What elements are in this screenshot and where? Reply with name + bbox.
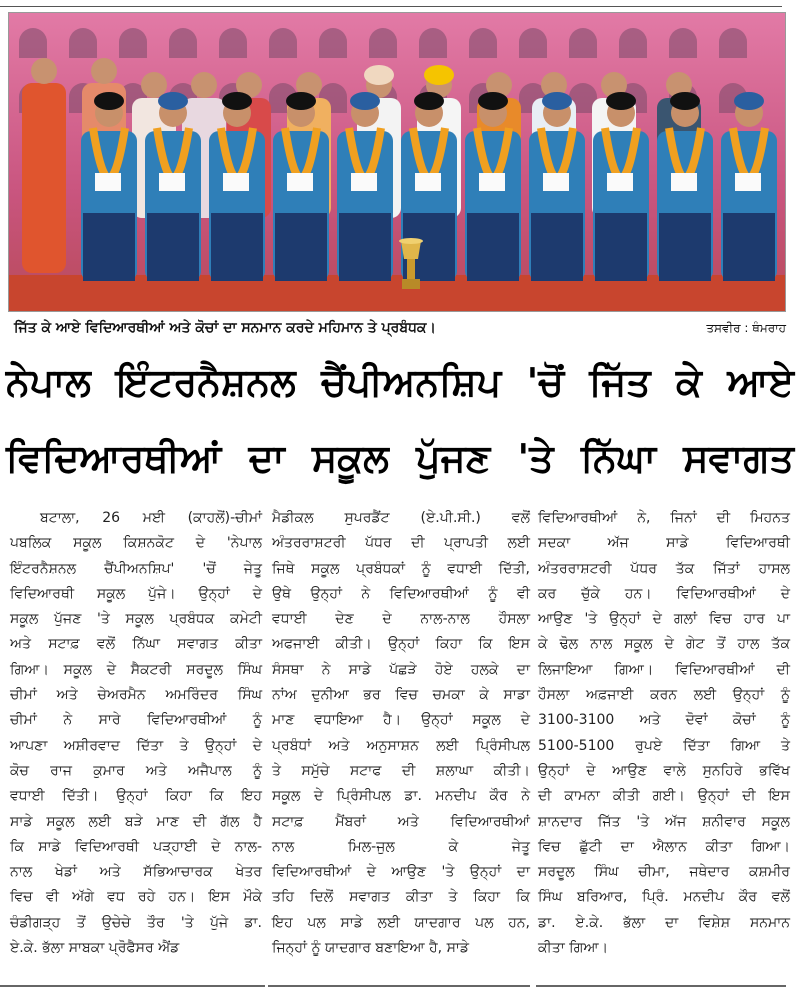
article-line: ਵਿਦਿਆਰਥੀਆਂ ਨੇ, ਜਿਨਾਂ ਦੀ ਮਿਹਨਤ [538, 510, 790, 526]
student-pants [211, 213, 263, 281]
article-line: ਲਿਜਾਇਆ ਗਿਆ। ਵਿਦਿਆਰਥੀਆਂ ਦੀ [538, 661, 790, 678]
bottom-rule [0, 985, 265, 987]
patka [414, 92, 444, 110]
article-line: ਨਾਂਅ ਦੁਨੀਆ ਭਰ ਵਿਚ ਚਮਕਾ ਕੇ ਸਾਡਾ [272, 687, 530, 704]
article-line: ਚੀਮਾਂ ਨੇ ਸਾਰੇ ਵਿਦਿਆਰਥੀਆਂ ਨੂੰ [10, 712, 262, 729]
patka [670, 92, 700, 110]
patka [94, 92, 124, 110]
arch [569, 28, 597, 58]
article-line: 5100-5100 ਰੁਪਏ ਦਿੱਤਾ ਗਿਆ ਤੇ [538, 737, 790, 754]
article-line: ਵਿਚ ਛੁੱਟੀ ਦਾ ਐਲਾਨ ਕੀਤਾ ਗਿਆ। [538, 838, 790, 855]
patka [734, 92, 764, 110]
student-pants [723, 213, 775, 281]
article-line: ਵਿਦਿਆਰਥੀਆਂ ਦੇ ਆਉਣ 'ਤੇ ਉਨ੍ਹਾਂ ਦਾ [272, 864, 530, 881]
article-line: ਜਿਥੇ ਸਕੂਲ ਪ੍ਰਬੰਧਕਾਂ ਨੂੰ ਵਧਾਈ ਦਿੱਤੀ, [272, 560, 530, 577]
envelope [671, 173, 697, 191]
article-line: ਆਪਣਾ ਅਸ਼ੀਰਵਾਦ ਦਿੱਤਾ ਤੇ ਉਨ੍ਹਾਂ ਦੇ [10, 737, 262, 754]
guest-figure [22, 58, 66, 273]
guest-body [22, 83, 66, 273]
news-photo [8, 12, 786, 312]
photo-credit: ਤਸਵੀਰ : ਥੰਮਰਾਹ [706, 321, 786, 335]
envelope [95, 173, 121, 191]
guest-head [91, 58, 117, 84]
arch [619, 28, 647, 58]
article-line: ਗਿਆ। ਸਕੂਲ ਦੇ ਸੈਕਟਰੀ ਸਰਦੂਲ ਸਿੰਘ [10, 661, 262, 678]
article-line: ਤੇ ਸਮੁੱਚੇ ਸਟਾਫ ਦੀ ਸ਼ਲਾਘਾ ਕੀਤੀ। [272, 762, 530, 779]
article-line: ਕੋਚ ਰਾਜ ਕੁਮਾਰ ਅਤੇ ਅਜੈਪਾਲ ਨੂੰ [10, 762, 262, 779]
article-line: ਡਾ. ਏ.ਕੇ. ਭੱਲਾ ਦਾ ਵਿਸ਼ੇਸ਼ ਸਨਮਾਨ [538, 914, 790, 931]
envelope [479, 173, 505, 191]
top-rule [0, 6, 782, 7]
patka [478, 92, 508, 110]
envelope [351, 173, 377, 191]
article-line: ਚੀਮਾਂ ਅਤੇ ਚੇਅਰਮੈਨ ਅਮਰਿੰਦਰ ਸਿੰਘ [10, 687, 262, 704]
turban [364, 65, 394, 85]
patka [286, 92, 316, 110]
envelope [223, 173, 249, 191]
student-pants [467, 213, 519, 281]
article-line: ਇੰਟਰਨੈਸ਼ਨਲ ਚੈਂਪੀਅਨਸ਼ਿਪ' 'ਚੋਂ ਜੇਤੂ [10, 560, 262, 577]
article-line: ਸ਼ਾਨਦਾਰ ਜਿੱਤ 'ਤੇ ਅੱਜ ਸ਼ਨੀਵਾਰ ਸਕੂਲ [538, 813, 790, 830]
caption-text: ਜਿੱਤ ਕੇ ਆਏ ਵਿਦਿਆਰਥੀਆਂ ਅਤੇ ਕੋਚਾਂ ਦਾ ਸਨਮਾਨ ਕਰਦੇ ਮਹਿਮਾਨ ਤੇ ਪ੍ਰਬੰਧਕ। [14, 320, 436, 336]
article-line: ਨਾਲ ਖੇਡਾਂ ਅਤੇ ਸੱਭਿਆਚਾਰਕ ਖੇਤਰ [10, 864, 262, 881]
article-line: ਵਧਾਈ ਦੇਣ ਦੇ ਨਾਲ-ਨਾਲ ਹੌਸਲਾ [272, 611, 530, 628]
patka [542, 92, 572, 110]
patka [350, 92, 380, 110]
article-line: ਸਾਡੇ ਸਕੂਲ ਲਈ ਬੜੇ ਮਾਣ ਦੀ ਗੱਲ ਹੈ [10, 813, 262, 830]
article-line: ਆਉਣ 'ਤੇ ਉਨ੍ਹਾਂ ਦੇ ਗਲਾਂ ਵਿਚ ਹਾਰ ਪਾ [538, 611, 790, 628]
article-column-3 [538, 506, 790, 961]
article-line: ਅੰਤਰਰਾਸ਼ਟਰੀ ਪੱਧਰ ਦੀ ਪ੍ਰਾਪਤੀ ਲਈ [272, 535, 530, 552]
article-column-1 [10, 506, 262, 961]
article-line: ਸਿੰਘ ਬਰਿਆਰ, ਪ੍ਰਿੰ. ਮਨਦੀਪ ਕੌਰ ਵਲੋਂ [538, 889, 790, 906]
envelope [543, 173, 569, 191]
student-pants [659, 213, 711, 281]
envelope [287, 173, 313, 191]
arch [669, 28, 697, 58]
article-line: ਸਰਦੂਲ ਸਿੰਘ ਚੀਮਾ, ਜਥੇਦਾਰ ਕਸ਼ਮੀਰ [538, 864, 790, 881]
article-line: ਮਾਣ ਵਧਾਇਆ ਹੈ। ਉਨ੍ਹਾਂ ਸਕੂਲ ਦੇ [272, 712, 530, 729]
guest-head [191, 72, 217, 98]
arch [219, 28, 247, 58]
article-line: ਵਧਾਈ ਦਿੱਤੀ। ਉਨ੍ਹਾਂ ਕਿਹਾ ਕਿ ਇਹ [10, 788, 262, 805]
photo-caption [14, 316, 786, 340]
article-line: ਵਿਚ ਵੀ ਅੱਗੇ ਵਧ ਰਹੇ ਹਨ। ਇਸ ਮੌਕੇ [10, 889, 262, 906]
envelope [159, 173, 185, 191]
bottom-rule [536, 985, 786, 987]
arch [519, 28, 547, 58]
article-line: ਅੰਤਰਰਾਸ਼ਟਰੀ ਪੱਧਰ ਤੱਕ ਜਿੱਤਾਂ ਹਾਸਲ [538, 560, 790, 577]
envelope [735, 173, 761, 191]
article-line: ਉਥੇ ਉਨ੍ਹਾਂ ਨੇ ਵਿਦਿਆਰਥੀਆਂ ਨੂੰ ਵੀ [272, 585, 530, 602]
article-line: ਸੰਸਥਾ ਨੇ ਸਾਡੇ ਪੱਛੜੇ ਹੋਏ ਹਲਕੇ ਦਾ [272, 661, 530, 678]
article-line: ਕਰ ਚੁੱਕੇ ਹਨ। ਵਿਦਿਆਰਥੀਆਂ ਦੇ [538, 585, 790, 602]
article-line: ਤਹਿ ਦਿਲੋਂ ਸਵਾਗਤ ਕੀਤਾ ਤੇ ਕਿਹਾ ਕਿ [272, 889, 530, 906]
arch [719, 28, 747, 58]
article-line: ਪ੍ਰਬੰਧਾਂ ਅਤੇ ਅਨੁਸਾਸ਼ਨ ਲਈ ਪ੍ਰਿੰਸੀਪਲ [272, 737, 530, 754]
envelope [415, 173, 441, 191]
patka [158, 92, 188, 110]
envelope [607, 173, 633, 191]
headline-line-2: ਵਿਦਿਆਰਥੀਆਂ ਦਾ ਸਕੂਲ ਪੁੱਜਣ 'ਤੇ ਨਿੱਘਾ ਸਵਾਗਤ [6, 436, 794, 480]
article-line: 3100-3100 ਅਤੇ ਦੋਵਾਂ ਕੋਚਾਂ ਨੂੰ [538, 712, 790, 729]
student-pants [531, 213, 583, 281]
article-column-2 [272, 506, 530, 961]
arch [69, 28, 97, 58]
student-pants [595, 213, 647, 281]
headline [6, 344, 794, 496]
article-line: ਮੈਡੀਕਲ ਸੁਪਰਡੈਂਟ (ਏ.ਪੀ.ਸੀ.) ਵਲੋਂ [272, 510, 530, 526]
student-pants [339, 213, 391, 281]
article-line: ਵਿਦਿਆਰਥੀ ਸਕੂਲ ਪੁੱਜੇ। ਉਨ੍ਹਾਂ ਦੇ [10, 585, 262, 602]
article-line: ਏ.ਕੇ. ਭੱਲਾ ਸਾਬਕਾ ਪ੍ਰੋਫੈਸਰ ਐਂਡ [10, 940, 180, 957]
student-pants [83, 213, 135, 281]
group-photo-illustration [9, 13, 785, 311]
student-pants [275, 213, 327, 281]
article-line: ਅਫਜਾਈ ਕੀਤੀ। ਉਨ੍ਹਾਂ ਕਿਹਾ ਕਿ ਇਸ [272, 636, 530, 653]
article-line: ਸਕੂਲ ਪੁੱਜਣ 'ਤੇ ਸਕੂਲ ਪ੍ਰਬੰਧਕ ਕਮੇਟੀ [10, 611, 262, 628]
article-line: ਚੰਡੀਗੜ੍ਹ ਤੋਂ ਉਚੇਚੇ ਤੌਰ 'ਤੇ ਪੁੱਜੇ ਡਾ. [10, 914, 262, 931]
arch [369, 28, 397, 58]
arch [419, 28, 447, 58]
article-line: ਸਕੂਲ ਦੇ ਪ੍ਰਿੰਸੀਪਲ ਡਾ. ਮਨਦੀਪ ਕੌਰ ਨੇ [272, 788, 530, 805]
article-line: ਅਤੇ ਸਟਾਫ਼ ਵਲੋਂ ਨਿੱਘਾ ਸਵਾਗਤ ਕੀਤਾ [10, 636, 262, 653]
guest-head [141, 72, 167, 98]
article-line: ਕੀਤਾ ਗਿਆ। [538, 940, 609, 957]
patka [222, 92, 252, 110]
headline-line-1: ਨੇਪਾਲ ਇੰਟਰਨੈਸ਼ਨਲ ਚੈਂਪੀਅਨਸ਼ਿਪ 'ਚੋਂ ਜਿੱਤ ਕੇ ਆਏ [6, 360, 794, 404]
article-line: ਕੇ ਢੋਲ ਨਾਲ ਸਕੂਲ ਦੇ ਗੇਟ ਤੋਂ ਹਾਲ ਤੱਕ [538, 636, 790, 653]
arch [469, 28, 497, 58]
article-body [0, 506, 800, 986]
arch [319, 28, 347, 58]
arch [269, 28, 297, 58]
article-line: ਦੀ ਕਾਮਨਾ ਕੀਤੀ ਗਈ। ਉਨ੍ਹਾਂ ਦੀ ਇਸ [538, 788, 790, 805]
article-line: ਹੌਸਲਾ ਅਫ਼ਜਾਈ ਕਰਨ ਲਈ ਉਨ੍ਹਾਂ ਨੂੰ [538, 687, 790, 704]
arch [19, 28, 47, 58]
student-pants [147, 213, 199, 281]
article-line: ਸਟਾਫ਼ ਮੈਂਬਰਾਂ ਅਤੇ ਵਿਦਿਆਰਥੀਆਂ [272, 813, 530, 830]
article-line: ਸਦਕਾ ਅੱਜ ਸਾਡੇ ਵਿਦਿਆਰਥੀ [538, 535, 790, 552]
bottom-rule [268, 985, 530, 987]
article-line: ਪਬਲਿਕ ਸਕੂਲ ਕਿਸ਼ਨਕੋਟ ਦੇ 'ਨੇਪਾਲ [10, 535, 262, 552]
arch [119, 28, 147, 58]
article-line: ਜਿਨ੍ਹਾਂ ਨੂੰ ਯਾਦਗਾਰ ਬਣਾਇਆ ਹੈ, ਸਾਡੇ [272, 940, 470, 957]
article [0, 316, 800, 986]
guest-head [31, 58, 57, 84]
article-line: ਬਟਾਲਾ, 26 ਮਈ (ਕਾਹਲੋਂ)-ਚੀਮਾਂ [40, 510, 262, 526]
patka [606, 92, 636, 110]
article-line: ਨਾਲ ਮਿਲ-ਜੁਲ ਕੇ ਜੇਤੂ [272, 838, 530, 855]
article-line: ਉਨ੍ਹਾਂ ਦੇ ਆਉਣ ਵਾਲੇ ਸੁਨਹਿਰੇ ਭਵਿੱਖ [538, 762, 790, 779]
turban [424, 65, 454, 85]
arch [169, 28, 197, 58]
article-line: ਕਿ ਸਾਡੇ ਵਿਦਿਆਰਥੀ ਪੜ੍ਹਾਈ ਦੇ ਨਾਲ- [10, 838, 262, 855]
article-line: ਇਹ ਪਲ ਸਾਡੇ ਲਈ ਯਾਦਗਾਰ ਪਲ ਹਨ, [272, 914, 530, 931]
